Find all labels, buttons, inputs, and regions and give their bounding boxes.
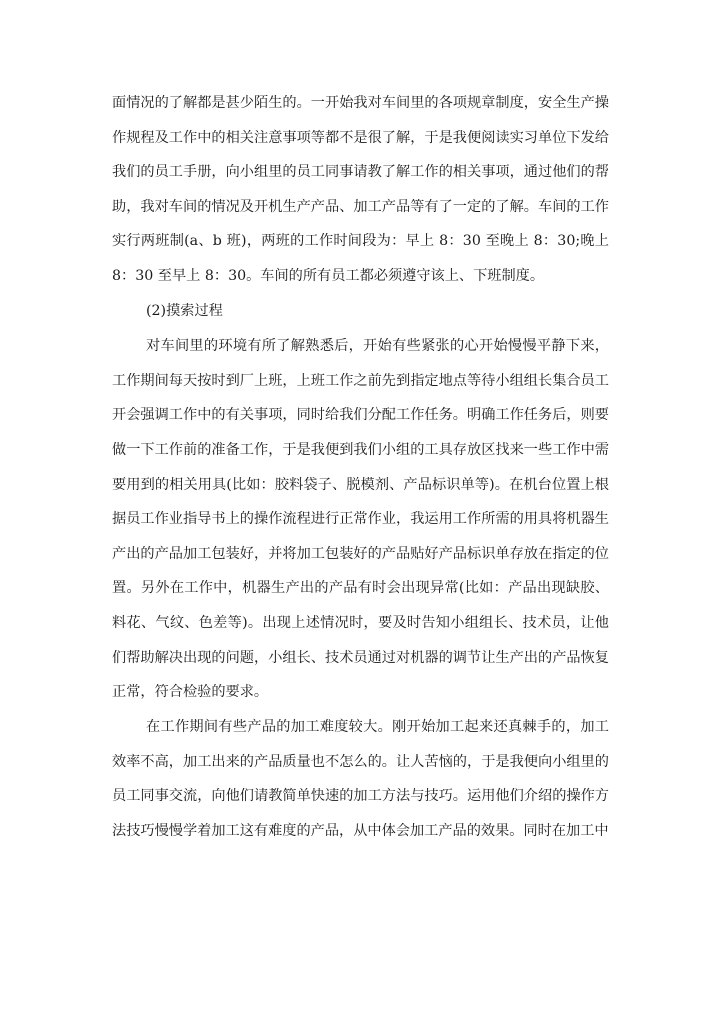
paragraph-explore-1: 对车间里的环境有所了解熟悉后，开始有些紧张的心开始慢慢平静下来，工作期间每天按时到厂上班，上班工作之前先到指定地点等待小组组长集合员工开会强调工作中的有关事项，同时给我们分配工作任务。明确工作任务后，则要做一下工作前的准备工作，于是我便到我们小组的工具存放区找来一些工作中需要用到的相关用具(比如：胶料袋子、脱模剂、产品标识单等)。在机台位置上根据员工作业指导书上的操作流程进行正常作业，我运用工作所需的用具将机器生产出的产品加工包装好，并将加工包装好的产品贴好产品标识单存放在指定的位置。另外在工作中，机器生产出的产品有时会出现异常(比如：产品出现缺胶、料花、气纹、色差等)。出现上述情况时，要及时告知小组组长、技术员，让他们帮助解决出现的问题，小组长、技术员通过对机器的调节让生产出的产品恢复正常，符合检验的要求。 <box>112 338 609 701</box>
paragraph-explore-2: 在工作期间有些产品的加工难度较大。刚开始加工起来还真棘手的，加工效率不高，加工出来的产品质量也不怎么的。让人苦恼的，于是我便向小组里的员工同事交流，向他们请教简单快速的加工方法与技巧。运用他们介绍的操作方法技巧慢慢学着加工这有难度的产品，从中体会加工产品的效果。同时在加工中 <box>112 719 609 839</box>
paragraph-intro-continued: 面情况的了解都是甚少陌生的。一开始我对车间里的各项规章制度，安全生产操作规程及工作中的相关注意事项等都不是很了解，于是我便阅读实习单位下发给我们的员工手册，向小组里的员工同事请教了解工作的相关事项，通过他们的帮助，我对车间的情况及开机生产产品、加工产品等有了一定的了解。车间的工作实行两班制(a、b 班)，两班的工作时间段为：早上 8：30 至晚上 8：30;晚上 8：30 至早上 8：30。车间的所有员工都必须遵守该上、下班制度。 <box>112 95 609 284</box>
section-heading-explore-process: (2)摸索过程 <box>146 303 223 320</box>
body-text <box>112 86 609 849</box>
